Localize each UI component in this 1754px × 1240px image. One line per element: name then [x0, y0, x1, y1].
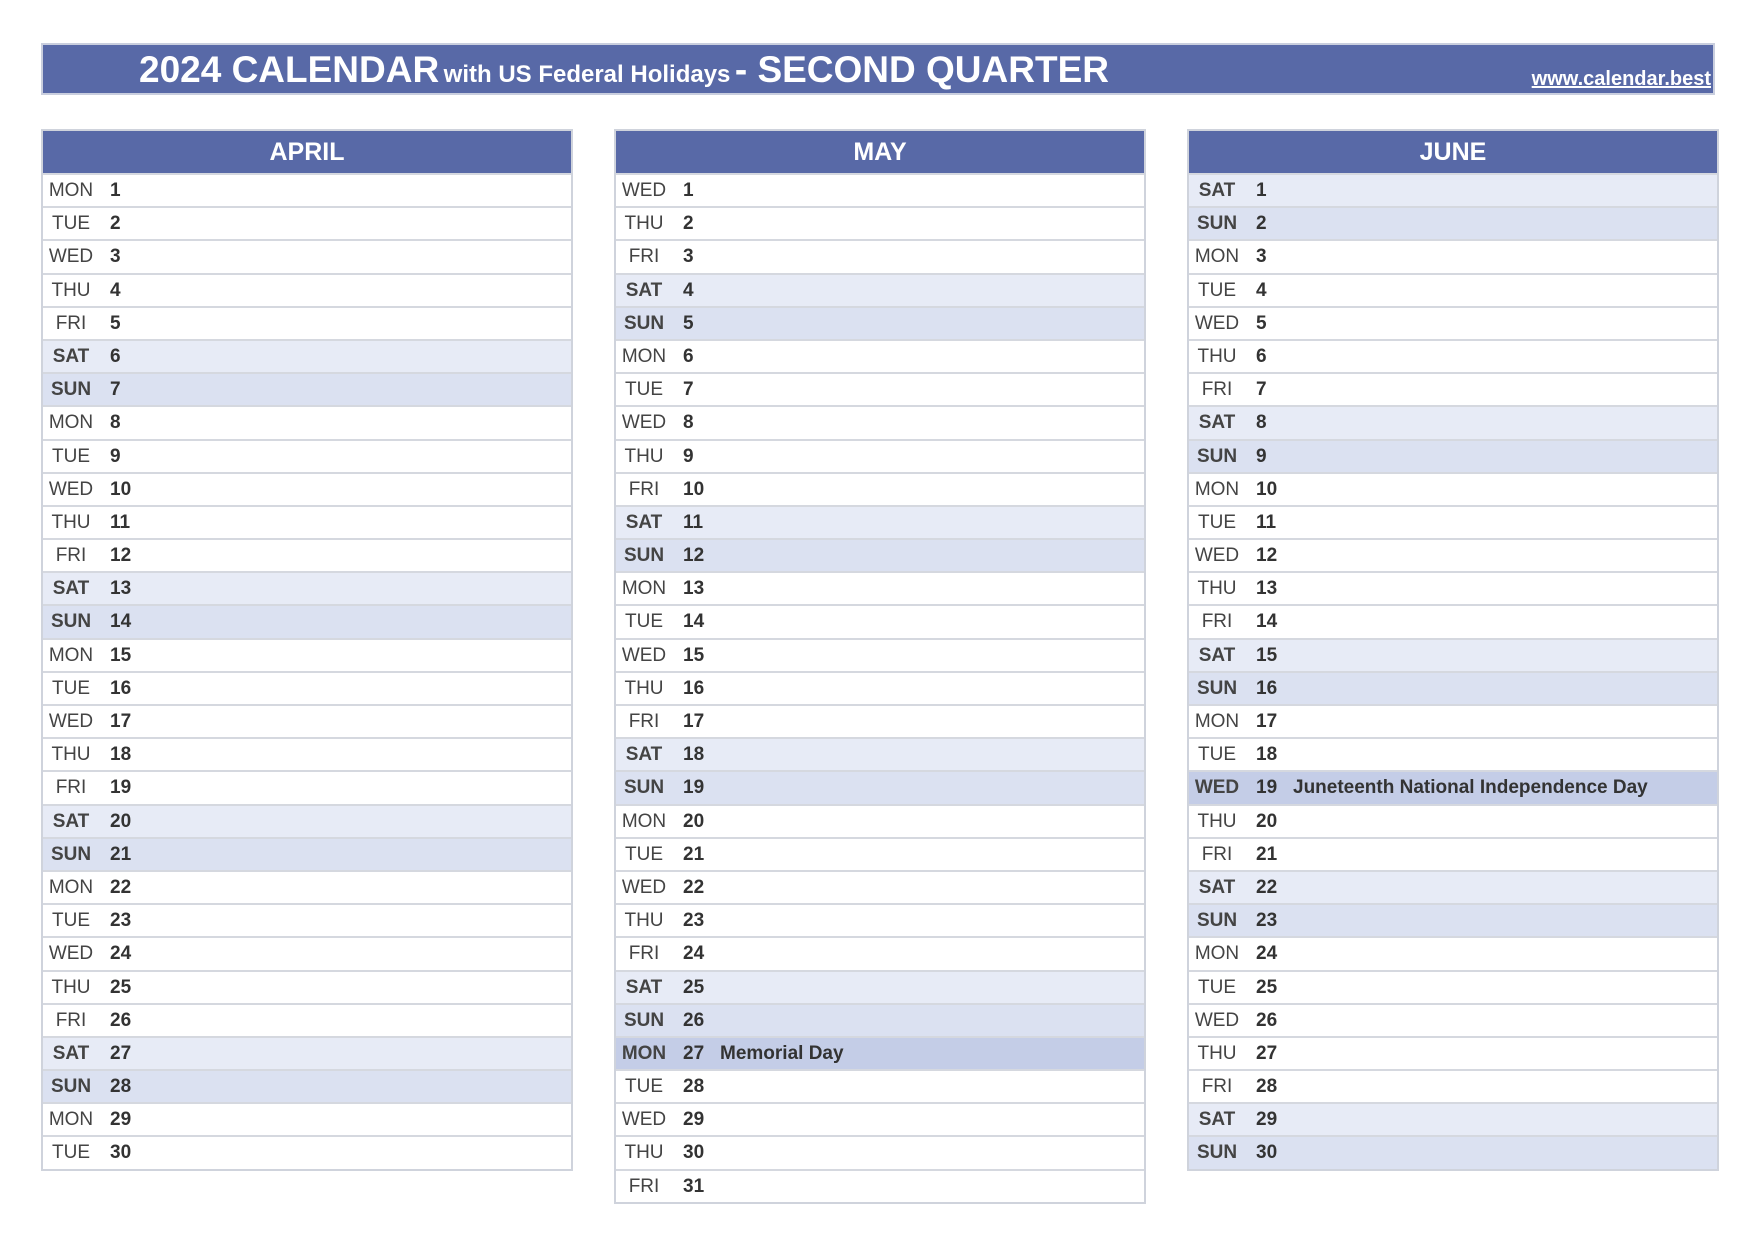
day-number: 15 — [110, 644, 132, 666]
day-number: 28 — [683, 1076, 705, 1098]
day-number: 9 — [1256, 445, 1267, 467]
day-row — [43, 870, 571, 903]
day-row — [1189, 671, 1717, 704]
weekday-label: THU — [51, 279, 91, 301]
weekday-label: SUN — [1196, 213, 1238, 235]
weekday-label: MON — [621, 578, 667, 600]
day-row — [1189, 206, 1717, 239]
day-number: 8 — [1256, 412, 1267, 434]
day-number: 18 — [683, 744, 705, 766]
day-number: 7 — [683, 379, 694, 401]
holiday-row — [1189, 770, 1717, 803]
day-number: 20 — [683, 810, 705, 832]
day-number: 2 — [683, 213, 694, 235]
day-number: 17 — [110, 711, 132, 732]
day-row — [1189, 372, 1717, 405]
weekday-label: SAT — [625, 744, 663, 766]
day-number: 24 — [110, 943, 132, 965]
day-number: 16 — [110, 677, 132, 699]
weekday-label: MON — [48, 180, 94, 201]
website-link[interactable]: www.calendar.best — [1531, 68, 1711, 90]
day-row — [616, 505, 1144, 538]
day-row — [43, 737, 571, 770]
day-row — [616, 372, 1144, 405]
day-number: 13 — [110, 578, 132, 600]
day-number: 29 — [1256, 1109, 1278, 1131]
day-number: 6 — [1256, 345, 1267, 367]
day-number: 24 — [683, 943, 705, 965]
weekday-label: SAT — [52, 345, 90, 367]
day-number: 17 — [1256, 711, 1278, 732]
weekday-label: THU — [51, 511, 91, 533]
day-number: 12 — [110, 545, 132, 567]
day-number: 15 — [683, 644, 705, 666]
weekday-label: FRI — [628, 711, 660, 732]
day-row — [616, 770, 1144, 803]
day-row — [1189, 1135, 1717, 1168]
weekday-label: SUN — [623, 312, 665, 334]
day-row — [616, 405, 1144, 438]
day-number: 10 — [1256, 478, 1278, 500]
day-row — [616, 737, 1144, 770]
day-row — [43, 405, 571, 438]
day-number: 22 — [1256, 876, 1278, 898]
weekday-label: WED — [1194, 1009, 1240, 1031]
day-row — [1189, 571, 1717, 604]
day-row — [616, 472, 1144, 505]
day-number: 13 — [1256, 578, 1278, 600]
weekday-label: FRI — [55, 545, 87, 567]
weekday-label: SAT — [52, 1042, 90, 1064]
weekday-label: SAT — [1198, 412, 1236, 434]
weekday-label: SUN — [623, 777, 665, 799]
day-row — [1189, 1069, 1717, 1102]
day-list — [616, 173, 1144, 1202]
day-row — [1189, 1102, 1717, 1135]
day-number: 4 — [1256, 279, 1267, 301]
day-row — [616, 837, 1144, 870]
weekday-label: FRI — [55, 1009, 87, 1031]
day-row — [43, 372, 571, 405]
day-number: 4 — [683, 279, 694, 301]
day-row — [616, 804, 1144, 837]
day-row — [616, 339, 1144, 372]
weekday-label: THU — [1197, 810, 1237, 832]
day-row — [43, 472, 571, 505]
day-row — [43, 903, 571, 936]
weekday-label: SAT — [1198, 180, 1236, 201]
day-row — [616, 903, 1144, 936]
page-title — [139, 45, 1109, 93]
month-may — [614, 129, 1146, 1204]
day-number: 7 — [110, 379, 121, 401]
day-row — [1189, 505, 1717, 538]
day-number: 21 — [683, 843, 705, 865]
day-number: 26 — [110, 1009, 132, 1031]
day-row — [616, 870, 1144, 903]
weekday-label: MON — [1194, 246, 1240, 268]
day-row — [616, 604, 1144, 637]
day-row — [1189, 439, 1717, 472]
day-number: 8 — [110, 412, 121, 434]
weekday-label: THU — [1197, 345, 1237, 367]
day-row — [43, 1069, 571, 1102]
day-number: 20 — [1256, 810, 1278, 832]
day-row — [616, 273, 1144, 306]
day-row — [616, 439, 1144, 472]
weekday-label: FRI — [628, 1175, 660, 1197]
weekday-label: WED — [1194, 545, 1240, 567]
month-header: JUNE — [1189, 131, 1717, 173]
day-row — [43, 538, 571, 571]
weekday-label: FRI — [55, 777, 87, 799]
day-row — [1189, 1003, 1717, 1036]
weekday-label: THU — [51, 976, 91, 998]
day-number: 20 — [110, 810, 132, 832]
weekday-label: THU — [624, 445, 664, 467]
day-number: 14 — [110, 611, 132, 633]
day-row — [1189, 604, 1717, 637]
weekday-label: MON — [48, 644, 94, 666]
weekday-label: WED — [621, 180, 667, 201]
day-row — [43, 704, 571, 737]
weekday-label: THU — [624, 1142, 664, 1164]
day-number: 31 — [683, 1175, 705, 1197]
weekday-label: TUE — [1198, 976, 1236, 998]
day-number: 9 — [110, 445, 121, 467]
weekday-label: SAT — [625, 511, 663, 533]
day-number: 18 — [110, 744, 132, 766]
month-header: MAY — [616, 131, 1144, 173]
weekday-label: THU — [624, 213, 664, 235]
weekday-label: FRI — [1201, 379, 1233, 401]
day-row — [1189, 903, 1717, 936]
day-row — [1189, 804, 1717, 837]
day-row — [43, 306, 571, 339]
day-row — [616, 970, 1144, 1003]
day-row — [43, 1102, 571, 1135]
day-number: 12 — [683, 545, 705, 567]
weekday-label: TUE — [625, 611, 663, 633]
day-number: 10 — [683, 478, 705, 500]
day-row — [1189, 1036, 1717, 1069]
day-row — [43, 273, 571, 306]
day-row — [43, 804, 571, 837]
weekday-label: TUE — [625, 1076, 663, 1098]
weekday-label: WED — [621, 876, 667, 898]
weekday-label: WED — [48, 943, 94, 965]
day-row — [1189, 538, 1717, 571]
day-row — [43, 505, 571, 538]
weekday-label: WED — [1194, 777, 1240, 799]
day-row — [43, 1135, 571, 1168]
weekday-label: MON — [48, 876, 94, 898]
weekday-label: MON — [621, 345, 667, 367]
weekday-label: SAT — [1198, 876, 1236, 898]
month-june — [1187, 129, 1719, 1171]
weekday-label: FRI — [55, 312, 87, 334]
day-row — [43, 173, 571, 206]
weekday-label: SAT — [1198, 1109, 1236, 1131]
weekday-label: WED — [48, 478, 94, 500]
day-row — [616, 1135, 1144, 1168]
weekday-label: TUE — [625, 379, 663, 401]
day-number: 5 — [110, 312, 121, 334]
weekday-label: SUN — [1196, 445, 1238, 467]
day-row — [1189, 936, 1717, 969]
day-row — [1189, 405, 1717, 438]
day-number: 3 — [110, 246, 121, 268]
day-number: 13 — [683, 578, 705, 600]
day-number: 17 — [683, 711, 705, 732]
day-row — [1189, 306, 1717, 339]
day-row — [616, 538, 1144, 571]
day-number: 12 — [1256, 545, 1278, 567]
weekday-label: MON — [1194, 711, 1240, 732]
day-row — [1189, 737, 1717, 770]
day-row — [616, 306, 1144, 339]
day-row — [43, 571, 571, 604]
weekday-label: WED — [48, 246, 94, 268]
weekday-label: THU — [1197, 1042, 1237, 1064]
weekday-label: MON — [1194, 943, 1240, 965]
weekday-label: MON — [1194, 478, 1240, 500]
day-row — [43, 970, 571, 1003]
day-number: 27 — [1256, 1042, 1278, 1064]
weekday-label: SUN — [623, 545, 665, 567]
day-number: 26 — [1256, 1009, 1278, 1031]
weekday-label: SAT — [52, 810, 90, 832]
day-number: 30 — [1256, 1142, 1278, 1164]
weekday-label: WED — [1194, 312, 1240, 334]
day-number: 21 — [110, 843, 132, 865]
day-row — [1189, 239, 1717, 272]
day-number: 25 — [1256, 976, 1278, 998]
day-row — [1189, 339, 1717, 372]
weekday-label: MON — [48, 412, 94, 434]
day-row — [616, 1169, 1144, 1202]
day-row — [1189, 472, 1717, 505]
day-number: 10 — [110, 478, 132, 500]
day-row — [616, 206, 1144, 239]
weekday-label: TUE — [52, 1142, 90, 1164]
day-number: 26 — [683, 1009, 705, 1031]
day-row — [1189, 273, 1717, 306]
day-row — [43, 339, 571, 372]
weekday-label: MON — [48, 1109, 94, 1131]
title-year: 2024 CALENDAR — [139, 49, 440, 90]
day-number: 27 — [110, 1042, 132, 1064]
weekday-label: WED — [48, 711, 94, 732]
weekday-label: THU — [624, 910, 664, 932]
weekday-label: WED — [621, 644, 667, 666]
day-number: 8 — [683, 412, 694, 434]
title-subtitle: with US Federal Holidays — [443, 61, 731, 88]
day-number: 1 — [683, 180, 694, 201]
day-row — [1189, 870, 1717, 903]
weekday-label: SUN — [1196, 910, 1238, 932]
day-number: 23 — [683, 910, 705, 932]
day-row — [1189, 837, 1717, 870]
weekday-label: TUE — [1198, 511, 1236, 533]
day-row — [616, 1069, 1144, 1102]
day-row — [43, 837, 571, 870]
day-row — [43, 936, 571, 969]
day-number: 30 — [683, 1142, 705, 1164]
day-row — [616, 638, 1144, 671]
day-number: 1 — [1256, 180, 1267, 201]
day-row — [43, 638, 571, 671]
day-number: 11 — [683, 511, 704, 533]
month-header: APRIL — [43, 131, 571, 173]
weekday-label: FRI — [1201, 1076, 1233, 1098]
weekday-label: TUE — [52, 213, 90, 235]
weekday-label: TUE — [1198, 279, 1236, 301]
title-quarter: - SECOND QUARTER — [734, 49, 1109, 90]
day-row — [616, 704, 1144, 737]
weekday-label: TUE — [52, 677, 90, 699]
weekday-label: SUN — [1196, 1142, 1238, 1164]
day-number: 23 — [1256, 910, 1278, 932]
day-number: 21 — [1256, 843, 1278, 865]
day-number: 19 — [110, 777, 132, 799]
weekday-label: SUN — [50, 611, 92, 633]
day-number: 9 — [683, 445, 694, 467]
weekday-label: TUE — [52, 445, 90, 467]
holiday-name: Juneteenth National Independence Day — [1293, 777, 1648, 799]
weekday-label: SAT — [625, 279, 663, 301]
day-number: 3 — [683, 246, 694, 268]
day-list — [1189, 173, 1717, 1169]
day-number: 2 — [1256, 213, 1267, 235]
day-number: 27 — [683, 1042, 705, 1064]
day-row — [1189, 704, 1717, 737]
day-number: 25 — [683, 976, 705, 998]
day-number: 4 — [110, 279, 121, 301]
day-number: 16 — [1256, 677, 1278, 699]
weekday-label: FRI — [628, 246, 660, 268]
day-number: 22 — [683, 876, 705, 898]
day-row — [43, 206, 571, 239]
day-list — [43, 173, 571, 1169]
day-row — [43, 770, 571, 803]
day-number: 25 — [110, 976, 132, 998]
day-number: 14 — [683, 611, 705, 633]
day-row — [43, 239, 571, 272]
day-number: 3 — [1256, 246, 1267, 268]
day-number: 23 — [110, 910, 132, 932]
weekday-label: SUN — [623, 1009, 665, 1031]
day-row — [616, 239, 1144, 272]
day-number: 7 — [1256, 379, 1267, 401]
weekday-label: SAT — [1198, 644, 1236, 666]
day-number: 28 — [110, 1076, 132, 1098]
weekday-label: FRI — [628, 943, 660, 965]
weekday-label: TUE — [625, 843, 663, 865]
weekday-label: WED — [621, 412, 667, 434]
day-number: 22 — [110, 876, 132, 898]
day-row — [616, 1003, 1144, 1036]
day-number: 11 — [1256, 511, 1277, 533]
weekday-label: MON — [621, 1042, 667, 1064]
day-number: 18 — [1256, 744, 1278, 766]
day-row — [616, 571, 1144, 604]
day-number: 29 — [683, 1109, 705, 1131]
day-number: 24 — [1256, 943, 1278, 965]
weekday-label: THU — [1197, 578, 1237, 600]
weekday-label: FRI — [628, 478, 660, 500]
weekday-label: SUN — [50, 843, 92, 865]
day-number: 5 — [683, 312, 694, 334]
weekday-label: FRI — [1201, 611, 1233, 633]
weekday-label: TUE — [1198, 744, 1236, 766]
weekday-label: MON — [621, 810, 667, 832]
month-april — [41, 129, 573, 1171]
day-number: 19 — [1256, 777, 1278, 799]
day-number: 14 — [1256, 611, 1278, 633]
day-row — [1189, 173, 1717, 206]
day-row — [43, 1003, 571, 1036]
day-row — [616, 173, 1144, 206]
day-row — [616, 671, 1144, 704]
day-number: 5 — [1256, 312, 1267, 334]
title-banner — [41, 43, 1715, 95]
day-number: 16 — [683, 677, 705, 699]
weekday-label: TUE — [52, 910, 90, 932]
day-row — [1189, 638, 1717, 671]
weekday-label: FRI — [1201, 843, 1233, 865]
day-number: 30 — [110, 1142, 132, 1164]
day-number: 15 — [1256, 644, 1278, 666]
holiday-row — [616, 1036, 1144, 1069]
weekday-label: SAT — [52, 578, 90, 600]
weekday-label: SAT — [625, 976, 663, 998]
day-number: 11 — [110, 511, 131, 533]
weekday-label: SUN — [50, 379, 92, 401]
holiday-name: Memorial Day — [720, 1042, 844, 1064]
day-number: 1 — [110, 180, 121, 201]
day-row — [43, 671, 571, 704]
day-number: 6 — [110, 345, 121, 367]
weekday-label: SUN — [1196, 677, 1238, 699]
day-row — [43, 604, 571, 637]
weekday-label: THU — [624, 677, 664, 699]
day-row — [616, 936, 1144, 969]
day-row — [43, 1036, 571, 1069]
day-number: 2 — [110, 213, 121, 235]
day-number: 6 — [683, 345, 694, 367]
weekday-label: THU — [51, 744, 91, 766]
day-row — [43, 439, 571, 472]
day-row — [616, 1102, 1144, 1135]
day-number: 28 — [1256, 1076, 1278, 1098]
weekday-label: SUN — [50, 1076, 92, 1098]
day-number: 19 — [683, 777, 705, 799]
day-number: 29 — [110, 1109, 132, 1131]
weekday-label: WED — [621, 1109, 667, 1131]
day-row — [1189, 970, 1717, 1003]
